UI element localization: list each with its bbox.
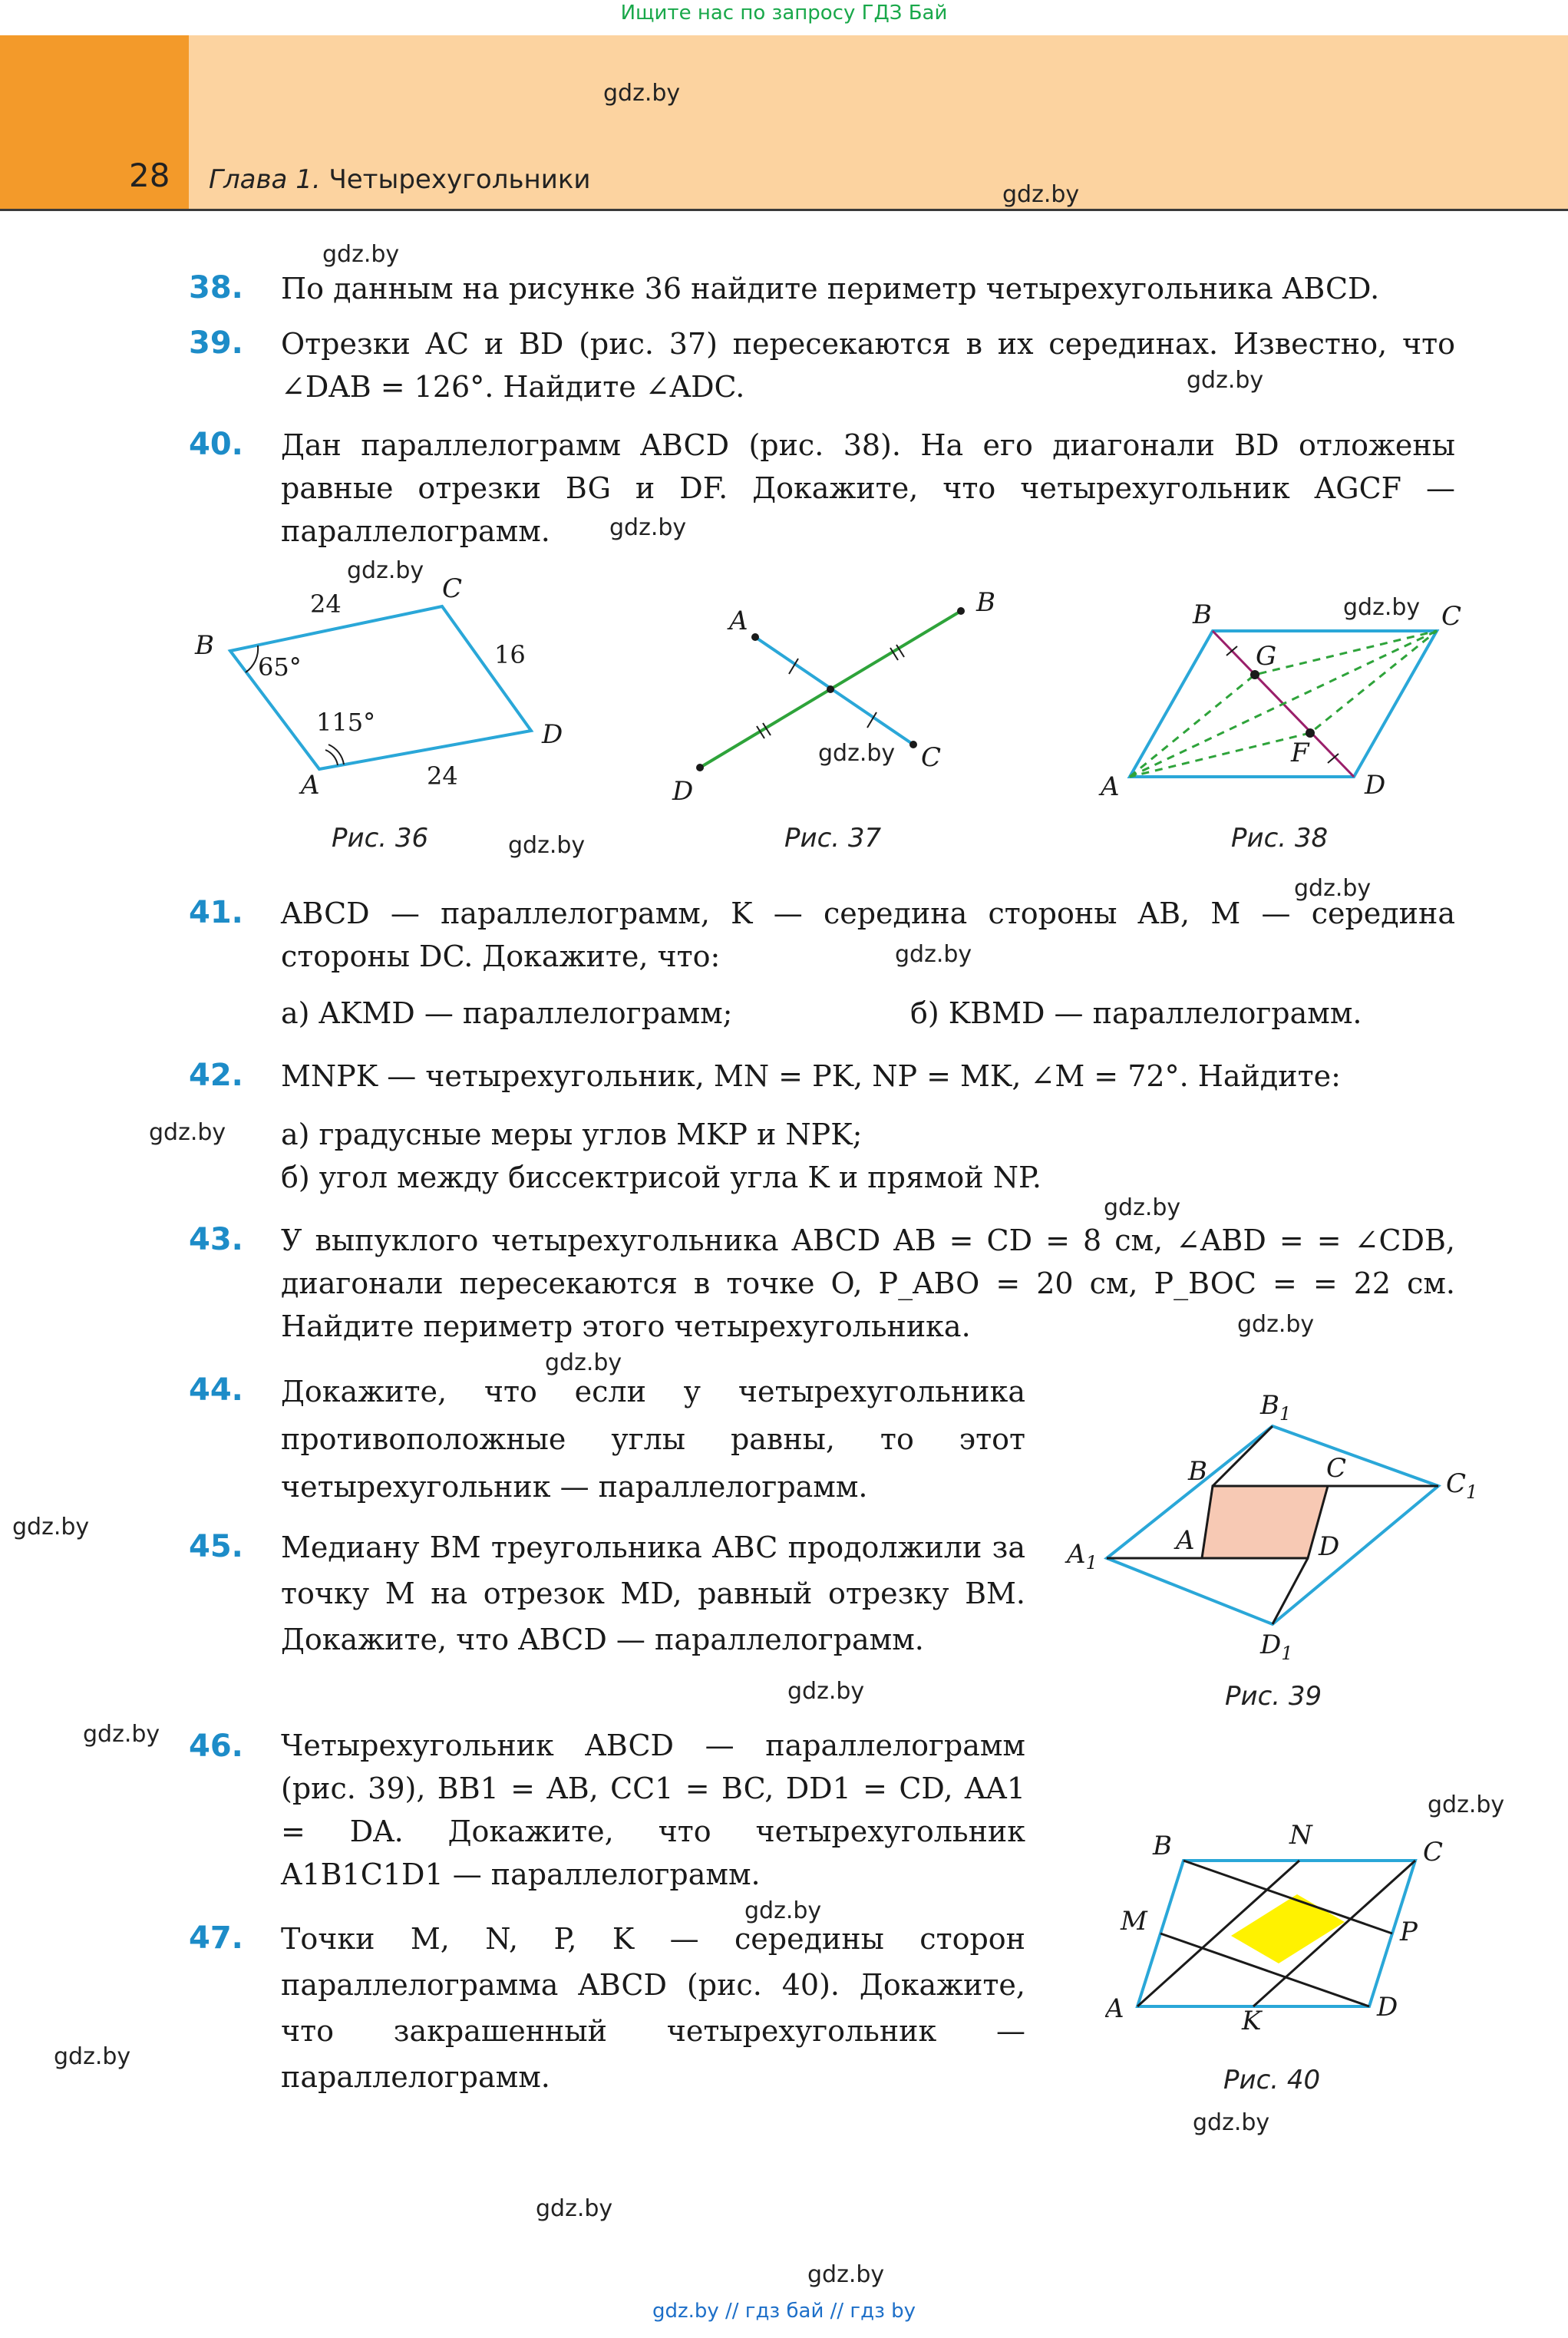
fig39-label-d: D — [1319, 1531, 1340, 1562]
watermark: gdz.by — [744, 1897, 822, 1924]
figure-38 — [1090, 591, 1489, 814]
page-number: 28 — [129, 157, 170, 194]
fig40-label-n: N — [1289, 1820, 1312, 1851]
fig37-label-d: D — [672, 776, 694, 807]
fig36-angle-b-arc — [246, 646, 258, 672]
fig40-label-d: D — [1377, 1992, 1398, 2023]
fig38-label-c: C — [1441, 601, 1462, 632]
watermark: gdz.by — [609, 514, 687, 541]
problem-number: 40. — [189, 427, 243, 462]
watermark: gdz.by — [1187, 367, 1264, 394]
fig36-quadrilateral — [230, 606, 531, 769]
fig40-label-c: C — [1423, 1837, 1444, 1867]
problem-number: 45. — [189, 1529, 243, 1564]
problem-text: Точки M, N, P, K — середины сторон параллелограмма ABCD (рис. 40). Докажите, что закрашенный четырехугольник — параллелограмм. — [281, 1922, 1025, 2094]
fig38-diagonal-ac — [1130, 631, 1437, 777]
fig36-label-a: A — [301, 770, 320, 801]
figure-40-caption: Рис. 40 — [1223, 2065, 1321, 2095]
fig37-point-a — [751, 633, 759, 641]
watermark: gdz.by — [149, 1119, 226, 1146]
fig39-inner-parallelogram — [1202, 1486, 1328, 1558]
fig36-angle-a-arc1 — [325, 750, 338, 765]
figure-40 — [1105, 1811, 1458, 2042]
watermark: gdz.by — [1343, 594, 1421, 621]
fig39-line-dd1 — [1273, 1558, 1308, 1624]
watermark: gdz.by — [787, 1678, 865, 1705]
problem-part-a: а) AKMD — параллелограмм; — [281, 996, 733, 1030]
figure-39-caption: Рис. 39 — [1225, 1681, 1322, 1712]
problem-text: Отрезки AC и BD (рис. 37) пересекаются в их серединах. Известно, что ∠DAB = 126°. Найдите ∠ADC. — [281, 327, 1455, 404]
figure-38-caption: Рис. 38 — [1231, 823, 1329, 854]
watermark: gdz.by — [895, 941, 972, 968]
fig38-label-a: A — [1101, 771, 1120, 802]
watermark: gdz.by — [545, 1349, 622, 1376]
problem-number: 38. — [189, 270, 243, 305]
fig37-label-b: B — [976, 587, 995, 618]
fig39-line-bb1 — [1213, 1426, 1273, 1486]
fig37-point-o — [827, 685, 834, 693]
problem-text: Дан параллелограмм ABCD (рис. 38). На его диагонали BD отложены равные отрезки BG и DF. Докажите, что четырехугольник AGCF — параллелограмм. — [281, 428, 1455, 548]
figure-39 — [1059, 1382, 1489, 1673]
figure-36 — [184, 568, 599, 814]
problem-number: 44. — [189, 1372, 243, 1408]
fig37-label-c: C — [921, 742, 942, 773]
fig36-angle-a: 115° — [316, 708, 376, 737]
fig39-label-a1: $A_1$ — [1067, 1539, 1098, 1574]
fig39-label-c1: $C_1$ — [1446, 1468, 1478, 1503]
fig37-point-b — [957, 607, 965, 615]
footer-links[interactable]: gdz.by // гдз бай // гдз by — [652, 2300, 916, 2323]
problem-number: 47. — [189, 1920, 243, 1956]
problem-text: ABCD — параллелограмм, K — середина стороны AB, M — середина стороны DC. Докажите, что: — [281, 897, 1455, 973]
chapter-label: Глава 1. — [209, 164, 321, 195]
chapter-name: Четырехугольники — [328, 164, 591, 195]
watermark: gdz.by — [1002, 181, 1080, 208]
watermark: gdz.by — [12, 1514, 90, 1541]
fig36-angle-b: 65° — [258, 652, 302, 682]
fig39-label-c: C — [1326, 1453, 1347, 1484]
fig36-side-ad: 24 — [427, 761, 458, 791]
watermark: gdz.by — [322, 241, 400, 268]
fig39-label-b1: $B_1$ — [1260, 1390, 1292, 1425]
watermark: gdz.by — [347, 557, 424, 584]
problem-part-b: б) KBMD — параллелограмм. — [910, 996, 1362, 1030]
watermark: gdz.by — [508, 832, 586, 859]
problem-number: 41. — [189, 895, 243, 930]
problem-text: По данным на рисунке 36 найдите периметр четырехугольника ABCD. — [281, 272, 1380, 305]
fig38-label-f: F — [1291, 738, 1309, 768]
problem-number: 39. — [189, 325, 243, 361]
fig40-label-k: K — [1242, 2006, 1262, 2036]
watermark: gdz.by — [1428, 1791, 1505, 1818]
figure-37 — [660, 583, 1028, 814]
fig40-label-a: A — [1105, 1993, 1124, 2024]
fig37-point-c — [909, 741, 917, 748]
fig40-label-m: M — [1121, 1906, 1147, 1937]
watermark: gdz.by — [83, 1721, 160, 1748]
watermark: gdz.by — [603, 80, 681, 107]
fig40-shaded-quadrilateral — [1231, 1894, 1345, 1963]
figure-36-caption: Рис. 36 — [332, 823, 429, 854]
fig39-label-d1: $D_1$ — [1260, 1630, 1293, 1664]
problem-number: 43. — [189, 1222, 243, 1257]
problem-part-a: а) градусные меры углов MKP и NPK; — [281, 1118, 863, 1151]
problem-text: MNPK — четырехугольник, MN = PK, NP = MK, ∠M = 72°. Найдите: — [281, 1059, 1341, 1093]
fig40-label-p: P — [1400, 1917, 1418, 1947]
problem-text: Докажите, что если у четырехугольника противоположные углы равны, то этот четырехугольник — параллелограмм. — [281, 1375, 1025, 1504]
fig36-side-ab: 24 — [310, 589, 342, 619]
watermark: gdz.by — [1294, 875, 1372, 902]
fig40-label-b: B — [1153, 1831, 1172, 1861]
fig38-point-f — [1306, 728, 1315, 738]
fig36-side-cd: 16 — [494, 640, 526, 669]
top-search-note: Ищите нас по запросу ГДЗ Бай — [620, 2, 948, 25]
fig36-label-d: D — [542, 719, 563, 750]
fig39-label-b: B — [1188, 1456, 1207, 1487]
problem-text: Четырехугольник ABCD — параллелограмм (рис. 39), BB1 = AB, CC1 = BC, DD1 = CD, AA1 = DA. Докажите, что четырехугольник A1B1C1D1 — параллелограмм. — [281, 1729, 1025, 1891]
problem-text: У выпуклого четырехугольника ABCD AB = CD = 8 см, ∠ABD = = ∠CDB, диагонали пересекаются в точке O, P_ABO = 20 см, P_BOC = = 22 см. Найдите периметр этого четырехугольника. — [281, 1223, 1455, 1343]
problem-number: 46. — [189, 1729, 243, 1764]
fig39-label-a: A — [1176, 1525, 1195, 1556]
fig38-label-b: B — [1193, 599, 1212, 630]
fig37-label-a: A — [729, 606, 748, 636]
fig38-label-d: D — [1365, 770, 1386, 801]
problem-number: 42. — [189, 1058, 243, 1093]
watermark: gdz.by — [1104, 1194, 1181, 1221]
fig36-label-b: B — [195, 630, 214, 661]
fig36-label-c: C — [442, 573, 463, 604]
header-divider — [0, 209, 1568, 211]
watermark: gdz.by — [536, 2195, 613, 2222]
chapter-title — [209, 164, 590, 195]
problem-text: Медиану BM треугольника ABC продолжили за точку M на отрезок MD, равный отрезку BM. Докажите, что ABCD — параллелограмм. — [281, 1531, 1025, 1656]
fig37-point-d — [696, 764, 704, 771]
watermark: gdz.by — [818, 740, 896, 767]
figure-37-caption: Рис. 37 — [784, 823, 882, 854]
fig38-label-g: G — [1256, 641, 1277, 672]
watermark: gdz.by — [1237, 1311, 1315, 1338]
watermark: gdz.by — [807, 2261, 885, 2288]
watermark: gdz.by — [1193, 2109, 1270, 2136]
problem-part-b: б) угол между биссектрисой угла K и прямой NP. — [281, 1161, 1041, 1194]
watermark: gdz.by — [54, 2043, 131, 2070]
